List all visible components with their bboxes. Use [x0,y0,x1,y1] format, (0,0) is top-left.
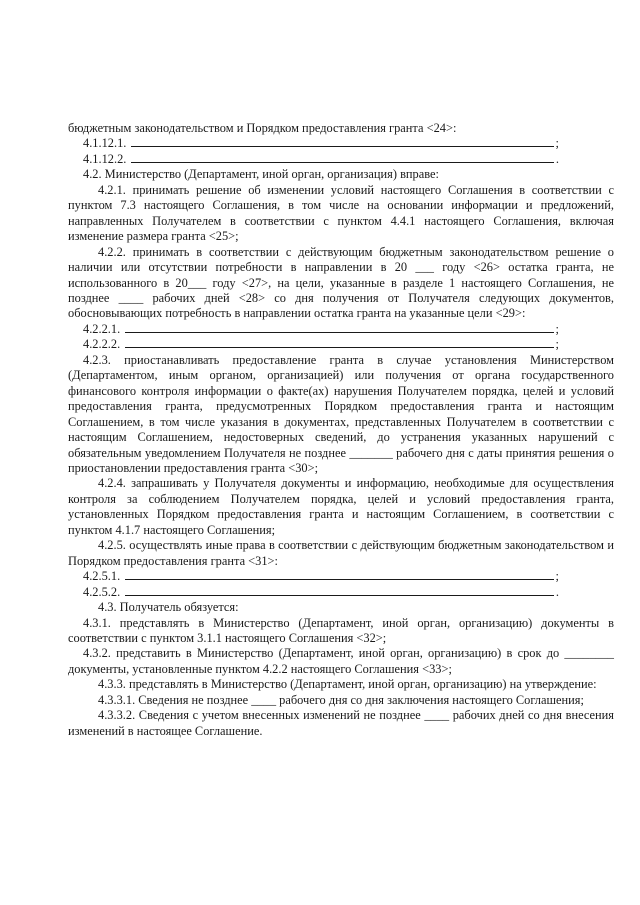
paragraph: 4.2.2. принимать в соответствии с действующим бюджетным законодательством решение о наличии или отсутствии потребности в направлении в 20 ___ году <26> остатка гранта, не использованного в 20___ году <27>, на цели, указанные в разделе 1 настоящего Соглашения, не позднее ____ рабочих дней <28> со дня получения от Получателя следующих документов, обосновывающих потребность в направлении остатка гранта на указанные цели <29>: [68,244,614,321]
item-number: 4.2.2.1. [83,321,121,336]
paragraph: 4.2.1. принимать решение об изменении условий настоящего Соглашения в соответствии с пунктом 7.3 настоящего Соглашения, в том числе на основании информации и предложений, направленных Получателем в соответствии с пунктом 4.4.1 настоящего Соглашения, включая изменение размера гранта <25>; [68,182,614,244]
blank-line-item [68,569,614,584]
item-number: 4.1.12.1. [83,136,127,151]
blank-rule [125,595,554,596]
item-terminator: ; [555,321,559,336]
paragraph: 4.3.3.1. Сведения не позднее ____ рабочего дня со дня заключения настоящего Соглашения; [98,692,584,707]
item-number: 4.2.5.2. [83,584,121,599]
paragraph: 4.3.1. представлять в Министерство (Департамент, иной орган, организацию) документы в соответствии с пунктом 3.1.1 настоящего Соглашения <32>; [68,615,614,645]
item-number: 4.2.2.2. [83,337,121,352]
item-terminator: . [555,151,559,166]
paragraph: 4.2.5. осуществлять иные права в соответствии с действующим бюджетным законодательством и Порядком предоставления гранта <31>: [68,538,614,568]
paragraph: 4.2.3. приостанавливать предоставление гранта в случае установления Министерством (Департаментом, иным органом, организацией) или получения от органа государственного финансового контроля информации о факте(ах) нарушения Получателем порядка, целей и условий предоставления гранта, предусмотренных Порядком предоставления гранта и настоящим Соглашением, в том числе указания в документах, представленных Получателем в соответствии с настоящим Соглашением, недостоверных сведений, до устранения указанных нарушений с обязательным уведомлением Получателя не позднее _______ рабочего дня с даты принятия решения о приостановлении предоставления гранта <30>; [68,352,614,475]
blank-rule [125,579,553,580]
blank-rule [131,146,553,147]
blank-line-item [68,585,614,600]
item-number: 4.2.5.1. [83,569,121,584]
blank-line-item [68,136,614,151]
item-terminator: ; [555,337,559,352]
paragraph: 4.2.4. запрашивать у Получателя документы и информацию, необходимые для осуществления контроля за соблюдением Получателем порядка, целей и условий предоставления гранта, установленных Порядком предоставления гранта и настоящим Соглашением, в соответствии с пунктом 4.1.7 настоящего Соглашения; [68,476,614,537]
item-number: 4.1.12.2. [83,151,127,166]
paragraph: 4.3.2. представить в Министерство (Департамент, иной орган, организацию) в срок до ________ документы, установленные пунктом 4.2.2 настоящего Соглашения <33>; [68,646,614,676]
blank-line-item [68,337,614,352]
blank-line-item [68,322,614,337]
blank-rule [131,162,554,163]
paragraph: бюджетным законодательством и Порядком предоставления гранта <24>: [68,121,457,135]
item-terminator: ; [555,569,559,584]
document-page [68,121,614,739]
item-terminator: ; [555,136,559,151]
blank-rule [125,347,553,348]
item-terminator: . [555,584,559,599]
blank-line-item [68,152,614,167]
paragraph: 4.2. Министерство (Департамент, иной орган, организация) вправе: [83,167,439,182]
paragraph: 4.3.3. представлять в Министерство (Департамент, иной орган, организацию) на утверждение: [98,677,597,692]
paragraph: 4.3. Получатель обязуется: [98,600,239,615]
paragraph: 4.3.3.2. Сведения с учетом внесенных изменений не позднее ____ рабочих дней со дня внесения изменений в настоящее Соглашение. [68,708,614,738]
blank-rule [125,332,553,333]
